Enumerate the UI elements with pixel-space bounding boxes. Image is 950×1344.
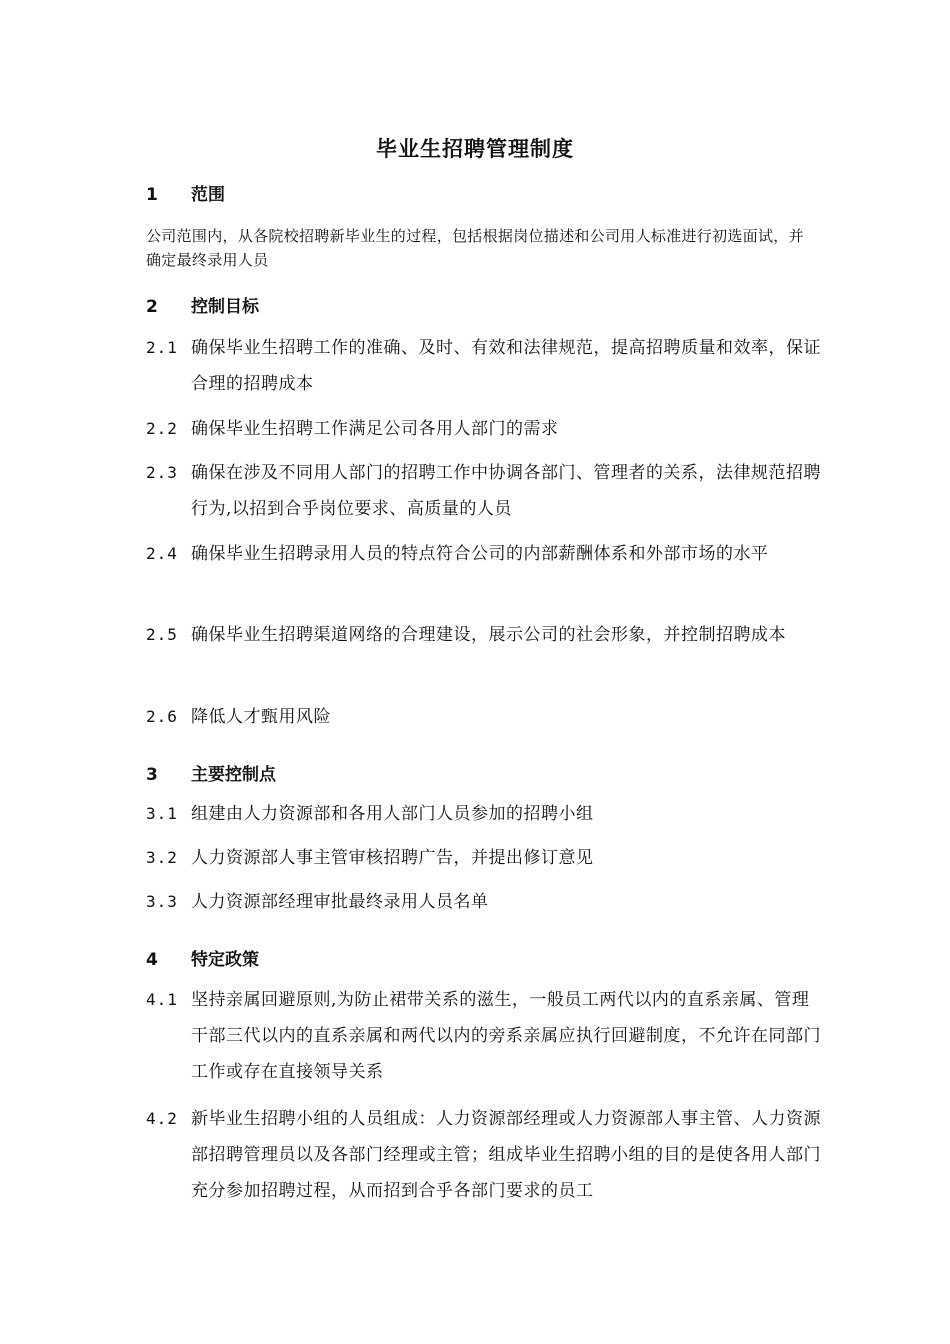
list-item — [146, 536, 826, 572]
item-text: 坚持亲属回避原则,为防止裙带关系的滋生，一般员工两代以内的直系亲属、管理干部三代以内的直系亲属和两代以内的旁系亲属应执行回避制度，不允许在同部门工作或存在直接领导关系 — [191, 990, 821, 1082]
list-item — [146, 699, 826, 735]
item-number: 3.3 — [146, 892, 178, 911]
list-item — [146, 840, 826, 876]
list-item — [146, 455, 826, 527]
list-item — [146, 1101, 826, 1209]
section-title: 控制目标 — [191, 297, 259, 317]
item-text: 确保毕业生招聘录用人员的特点符合公司的内部薪酬体系和外部市场的水平 — [191, 544, 769, 564]
item-text: 人力资源部经理审批最终录用人员名单 — [191, 892, 489, 912]
item-text: 新毕业生招聘小组的人员组成：人力资源部经理或人力资源部人事主管、人力资源部招聘管理员以及各部门经理或主管；组成毕业生招聘小组的目的是使各用人部门充分参加招聘过程，从而招到合乎各部门要求的员工 — [191, 1109, 821, 1201]
section-body-scope: 公司范围内，从各院校招聘新毕业生的过程，包括根据岗位描述和公司用人标准进行初选面试，并确定最终录用人员 — [146, 227, 804, 269]
section-heading-control-objectives — [146, 292, 259, 317]
section-number: 3 — [146, 765, 158, 785]
item-number: 4.1 — [146, 990, 178, 1009]
section-number: 4 — [146, 950, 158, 970]
item-number: 2.5 — [146, 625, 178, 644]
section-title: 特定政策 — [191, 950, 259, 970]
section-title: 范围 — [191, 185, 225, 205]
item-number: 3.2 — [146, 848, 178, 867]
section-number: 1 — [146, 185, 158, 205]
item-text: 人力资源部人事主管审核招聘广告，并提出修订意见 — [191, 848, 594, 868]
item-text: 确保毕业生招聘工作的准确、及时、有效和法律规范，提高招聘质量和效率，保证合理的招聘成本 — [191, 338, 821, 394]
item-number: 2.1 — [146, 338, 178, 357]
item-text: 确保毕业生招聘渠道网络的合理建设，展示公司的社会形象，并控制招聘成本 — [191, 625, 786, 645]
item-number: 3.1 — [146, 804, 178, 823]
document-title: 毕业生招聘管理制度 — [376, 137, 574, 161]
list-item — [146, 982, 826, 1090]
section-heading-key-control-points — [146, 760, 276, 785]
list-item — [146, 330, 826, 402]
section-heading-specific-policies — [146, 945, 259, 970]
item-number: 2.3 — [146, 463, 178, 482]
item-number: 2.6 — [146, 707, 178, 726]
item-number: 4.2 — [146, 1109, 178, 1128]
list-item — [146, 411, 826, 447]
section-heading-scope — [146, 180, 225, 205]
section-title: 主要控制点 — [191, 765, 276, 785]
list-item — [146, 617, 826, 653]
item-text: 组建由人力资源部和各用人部门人员参加的招聘小组 — [191, 804, 594, 824]
section-number: 2 — [146, 297, 158, 317]
item-text: 确保毕业生招聘工作满足公司各用人部门的需求 — [191, 419, 559, 439]
item-number: 2.2 — [146, 419, 178, 438]
item-text: 确保在涉及不同用人部门的招聘工作中协调各部门、管理者的关系，法律规范招聘行为,以招到合乎岗位要求、高质量的人员 — [191, 463, 821, 519]
list-item — [146, 796, 826, 832]
list-item — [146, 884, 826, 920]
item-number: 2.4 — [146, 544, 178, 563]
item-text: 降低人才甄用风险 — [191, 707, 331, 727]
